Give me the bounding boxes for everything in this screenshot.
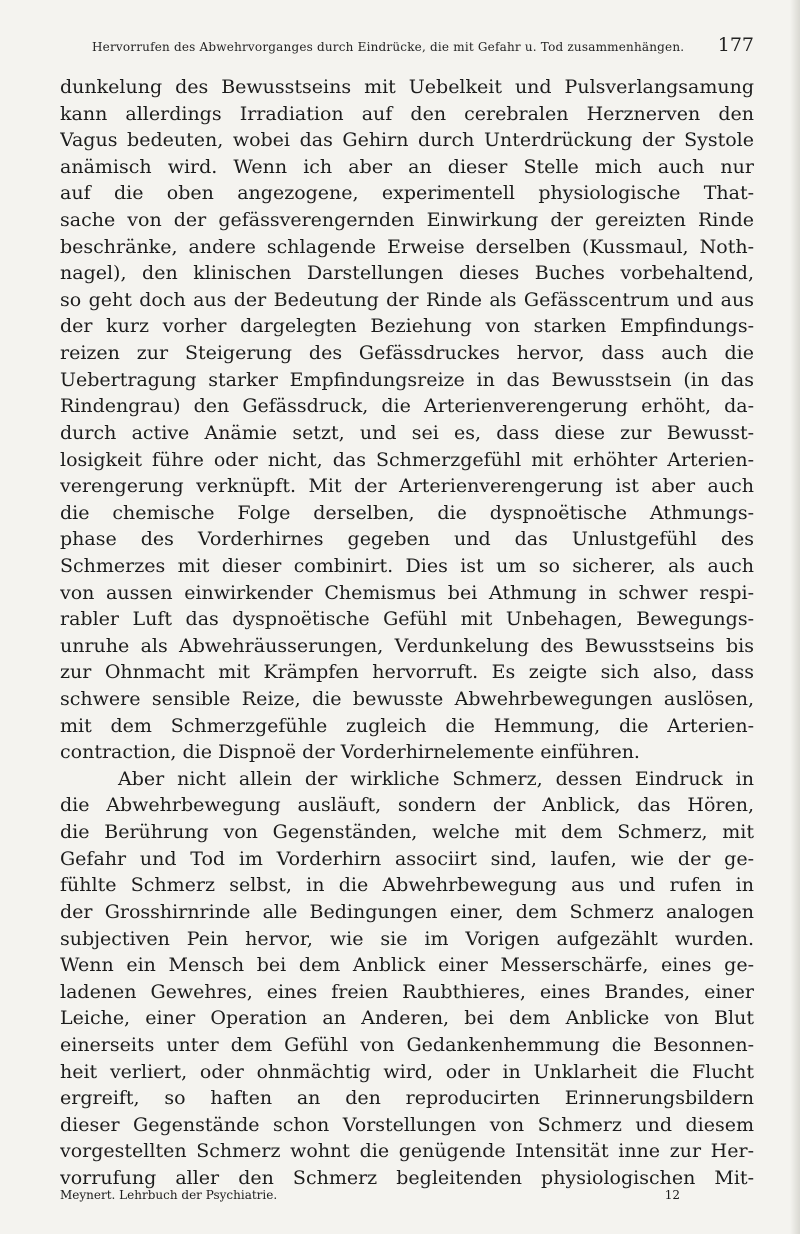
page-footer (60, 1188, 680, 1210)
text-line: der kurz vorher dargelegten Beziehung von starken Empfindungs- (60, 315, 754, 338)
text-line: heit verliert, oder ohnmächtig wird, oder in Unklarheit die Flucht (60, 1060, 754, 1083)
text-line: dieser Gegenstände schon Vorstellungen von Schmerz und diesem (60, 1113, 754, 1136)
text-line: die Berührung von Gegenständen, welche mit dem Schmerz, mit (60, 821, 754, 844)
text-line: schwere sensible Reize, die bewusste Abwehrbewegungen auslösen, (60, 688, 754, 711)
signature-mark: 12 (664, 1188, 680, 1202)
text-line: kann allerdings Irradiation auf den cerebralen Herznerven den (60, 102, 754, 125)
text-line: verengerung verknüpft. Mit der Arterienverengerung ist aber auch (60, 475, 754, 498)
page-edge (790, 0, 800, 1234)
text-line: fühlte Schmerz selbst, in die Abwehrbewegung aus und rufen in (60, 874, 754, 897)
text-line: Vagus bedeuten, wobei das Gehirn durch Unterdrückung der Systole (60, 129, 754, 152)
text-line: rabler Luft das dyspnoëtische Gefühl mit Unbehagen, Bewegungs- (60, 608, 754, 631)
text-line: auf die oben angezogene, experimentell physiologische That- (60, 182, 754, 205)
text-line: von aussen einwirkender Chemismus bei Athmung in schwer respi- (60, 581, 754, 604)
text-line: vorrufung aller den Schmerz begleitenden physiologischen Mit- (60, 1166, 754, 1189)
page-number: 177 (717, 34, 754, 56)
text-line: zur Ohnmacht mit Krämpfen hervorruft. Es zeigte sich also, dass (60, 661, 754, 684)
text-line: mit dem Schmerzgefühle zugleich die Hemmung, die Arterien- (60, 714, 754, 737)
text-line: unruhe als Abwehräusserungen, Verdunkelung des Bewusstseins bis (60, 634, 754, 657)
text-line: Wenn ein Mensch bei dem Anblick einer Messerschärfe, eines ge- (60, 954, 754, 977)
text-line: phase des Vorderhirnes gegeben und das Unlustgefühl des (60, 528, 754, 551)
paragraph-end-line: contraction, die Dispnoë der Vorderhirnelemente einführen. (60, 741, 640, 764)
text-line: der Grosshirnrinde alle Bedingungen einer, dem Schmerz analogen (60, 900, 754, 923)
text-line: so geht doch aus der Bedeutung der Rinde als Gefässcentrum und aus (60, 288, 754, 311)
running-header (92, 34, 754, 60)
text-line: nagel), den klinischen Darstellungen dieses Buches vorbehaltend, (60, 262, 754, 285)
running-title: Hervorrufen des Abwehrvorganges durch Eindrücke, die mit Gefahr u. Tod zusammenhängen. (92, 40, 685, 54)
text-line: durch active Anämie setzt, und sei es, dass diese zur Bewusst- (60, 421, 754, 444)
text-line: einerseits unter dem Gefühl von Gedankenhemmung die Besonnen- (60, 1033, 754, 1056)
text-line: beschränke, andere schlagende Erweise derselben (Kussmaul, Noth- (60, 235, 754, 258)
body-text (60, 74, 754, 1192)
text-line: Uebertragung starker Empfindungsreize in das Bewusstsein (in das (60, 368, 754, 391)
text-line: die Abwehrbewegung ausläuft, sondern der Anblick, das Hören, (60, 794, 754, 817)
text-line: losigkeit führe oder nicht, das Schmerzgefühl mit erhöhter Arterien- (60, 448, 754, 471)
text-line: ergreift, so haften an den reproducirten Erinnerungsbildern (60, 1087, 754, 1110)
text-line: ladenen Gewehres, eines freien Raubthieres, eines Brandes, einer (60, 980, 754, 1003)
text-line: Schmerzes mit dieser combinirt. Dies ist um so sicherer, als auch (60, 554, 754, 577)
text-line: die chemische Folge derselben, die dyspnoëtische Athmungs- (60, 501, 754, 524)
text-line: anämisch wird. Wenn ich aber an dieser Stelle mich auch nur (60, 155, 754, 178)
text-line: Gefahr und Tod im Vorderhirn associirt sind, laufen, wie der ge- (60, 847, 754, 870)
sheet-signature: Meynert. Lehrbuch der Psychiatrie. (60, 1188, 278, 1202)
paragraph-start-line: Aber nicht allein der wirkliche Schmerz, dessen Eindruck in (118, 767, 754, 790)
text-line: vorgestellten Schmerz wohnt die genügende Intensität inne zur Her- (60, 1140, 754, 1163)
text-line: dunkelung des Bewusstseins mit Uebelkeit und Pulsverlangsamung (60, 76, 754, 98)
text-line: sache von der gefässverengernden Einwirkung der gereizten Rinde (60, 209, 754, 232)
text-line: Leiche, einer Operation an Anderen, bei dem Anblicke von Blut (60, 1007, 754, 1030)
text-line: Rindengrau) den Gefässdruck, die Arterienverengerung erhöht, da- (60, 395, 754, 418)
text-line: subjectiven Pein hervor, wie sie im Vorigen aufgezählt wurden. (60, 927, 754, 950)
text-line: reizen zur Steigerung des Gefässdruckes hervor, dass auch die (60, 342, 754, 365)
